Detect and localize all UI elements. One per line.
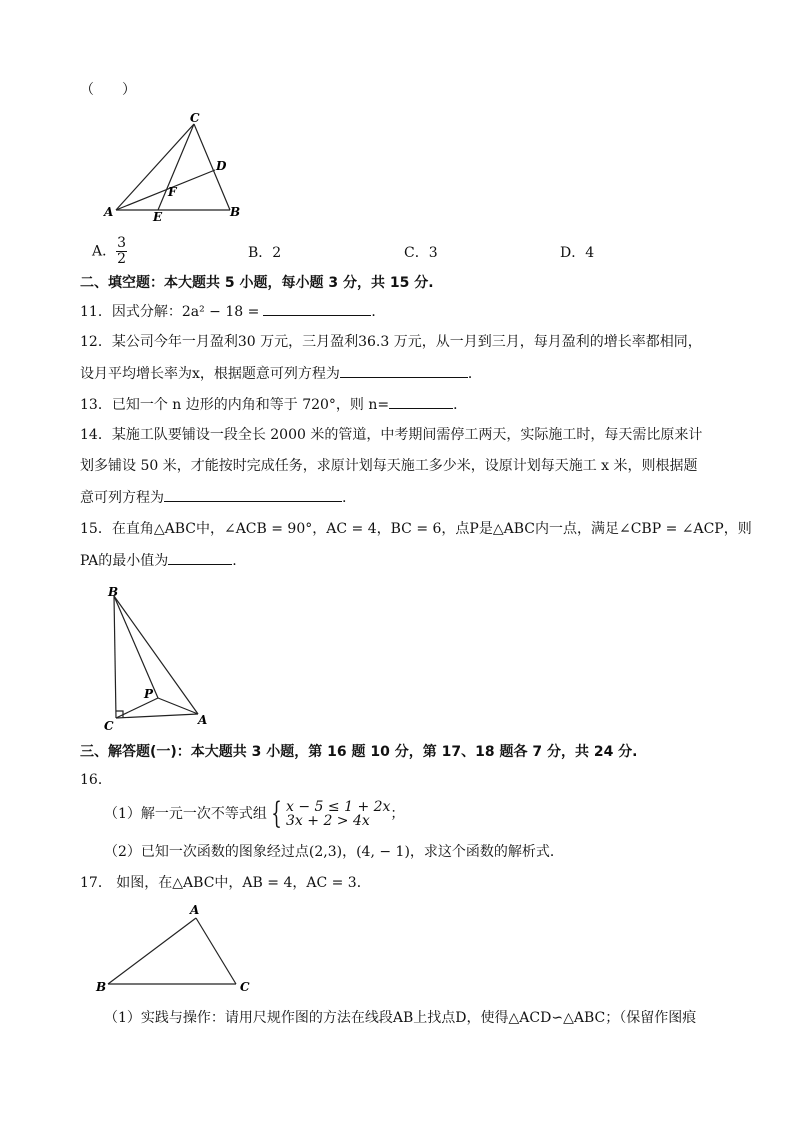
question-text: 如图，在△ABC中，AB = 4，AC = 3． [111, 875, 371, 891]
question-text: 在直角△ABC中，∠ACB = 90°，AC = 4，BC = 6，点P是△ABC内一点，满足∠CBP = ∠ACP，则 [111, 521, 752, 537]
question-text: 某公司今年一月盈利30 万元，三月盈利36.3 万元，从一月到三月，每月盈利的增长率都相同， [111, 334, 702, 350]
label-d: D [216, 159, 227, 173]
q14-line2 [80, 456, 698, 476]
segment-bc [114, 596, 116, 718]
question-text: 划多铺设 50 米，才能按时完成任务，求原计划每天施工多少米，设原计划每天施工 x 米，则根据题 [80, 458, 698, 474]
question-text: 因式分解：2a² − 18 = [111, 304, 260, 320]
inequality-2: 3x + 2 > 4x [286, 813, 370, 829]
section3-heading: 三、解答题(一)：本大题共 3 小题，第 16 题 10 分，第 17、18 题各 7 分，共 24 分. [80, 744, 638, 760]
segment-ba [108, 918, 196, 984]
question-end: . [342, 490, 347, 506]
q10-option-b [248, 243, 281, 263]
answer-blank[interactable] [168, 550, 232, 565]
q10-option-a [92, 236, 127, 267]
section2-heading: 二、填空题：本大题共 5 小题，每小题 3 分，共 15 分. [80, 275, 434, 291]
question-number: 11． [80, 304, 112, 320]
q14-line1 [80, 425, 702, 445]
label-a: A [198, 713, 208, 727]
label-c: C [190, 111, 200, 125]
label-b: B [96, 980, 107, 994]
option-letter: C． [404, 245, 429, 261]
segment-bp [114, 596, 158, 698]
q10-option-c [404, 243, 438, 263]
label-b: B [230, 205, 241, 219]
question-end: ． [453, 397, 468, 413]
option-a-fraction [116, 236, 127, 267]
label-a: A [104, 205, 114, 219]
fraction-denominator: 2 [117, 251, 127, 267]
q12-line1 [80, 332, 702, 352]
q15-line1 [80, 519, 752, 539]
q10-option-d [560, 243, 594, 263]
q13 [80, 394, 467, 415]
segment-ac [116, 124, 194, 210]
question-text: 某施工队要铺设一段全长 2000 米的管道，中考期间需停工两天，实际施工时，每天需比原来计 [111, 427, 703, 443]
question-text: 意可列方程为 [80, 490, 164, 506]
question-number: 17． [80, 875, 112, 891]
answer-blank[interactable] [340, 363, 468, 378]
label-b: B [108, 585, 119, 599]
q10-answer-bracket: （ ） [80, 82, 136, 98]
question-end: ． [467, 366, 482, 382]
option-letter: D． [560, 245, 586, 261]
segment-ca [116, 714, 198, 718]
q17-triangle-figure [90, 898, 260, 998]
question-end: ； [390, 806, 405, 822]
answer-blank[interactable] [164, 487, 342, 502]
q10-triangle-figure [96, 108, 256, 226]
fraction-numerator: 3 [117, 235, 127, 251]
label-a: A [190, 903, 200, 917]
segment-ad [116, 170, 215, 210]
option-letter: A． [92, 243, 117, 260]
answer-blank[interactable] [389, 394, 453, 409]
label-c: C [104, 719, 114, 733]
q16-part1 [104, 797, 404, 831]
option-letter: B． [248, 245, 273, 261]
inequality-system [286, 800, 390, 828]
q16-part2: （2）已知一次函数的图象经过点(2,3)，(4, − 1)，求这个函数的解析式． [104, 844, 564, 860]
q15-line2 [80, 550, 237, 571]
option-value: 2 [272, 245, 282, 261]
question-text: （1）解一元一次不等式组 [104, 806, 267, 822]
option-value: 4 [585, 245, 595, 261]
label-c: C [240, 980, 250, 994]
question-end: ． [371, 304, 386, 320]
question-number: 15． [80, 521, 112, 537]
inequality-1: x − 5 ≤ 1 + 2x [286, 799, 391, 815]
question-number: 14． [80, 427, 112, 443]
label-p: P [144, 687, 154, 701]
q17 [80, 873, 371, 893]
q14-line3 [80, 487, 346, 508]
answer-blank[interactable] [263, 301, 371, 316]
question-end: . [232, 553, 237, 569]
question-text: 设月平均增长率为x，根据题意可列方程为 [80, 366, 340, 382]
question-text: 已知一个 n 边形的内角和等于 720°，则 n= [111, 397, 390, 413]
q16-number: 16． [80, 772, 112, 788]
option-value: 3 [428, 245, 438, 261]
label-e: E [153, 210, 163, 224]
question-number: 12． [80, 334, 112, 350]
q17-part1: （1）实践与操作：请用尺规作图的方法在线段AB上找点D，使得△ACD∽△ABC；（保留作图痕 [104, 1010, 697, 1026]
q12-line2 [80, 363, 482, 384]
segment-ba [114, 596, 198, 714]
question-number: 13． [80, 397, 112, 413]
q15-triangle-figure [100, 584, 216, 734]
brace-icon: { [271, 796, 282, 831]
question-text: PA的最小值为 [80, 553, 169, 569]
q11 [80, 301, 385, 322]
segment-ac [196, 918, 236, 984]
label-f: F [168, 185, 177, 199]
segment-cp [116, 698, 158, 718]
